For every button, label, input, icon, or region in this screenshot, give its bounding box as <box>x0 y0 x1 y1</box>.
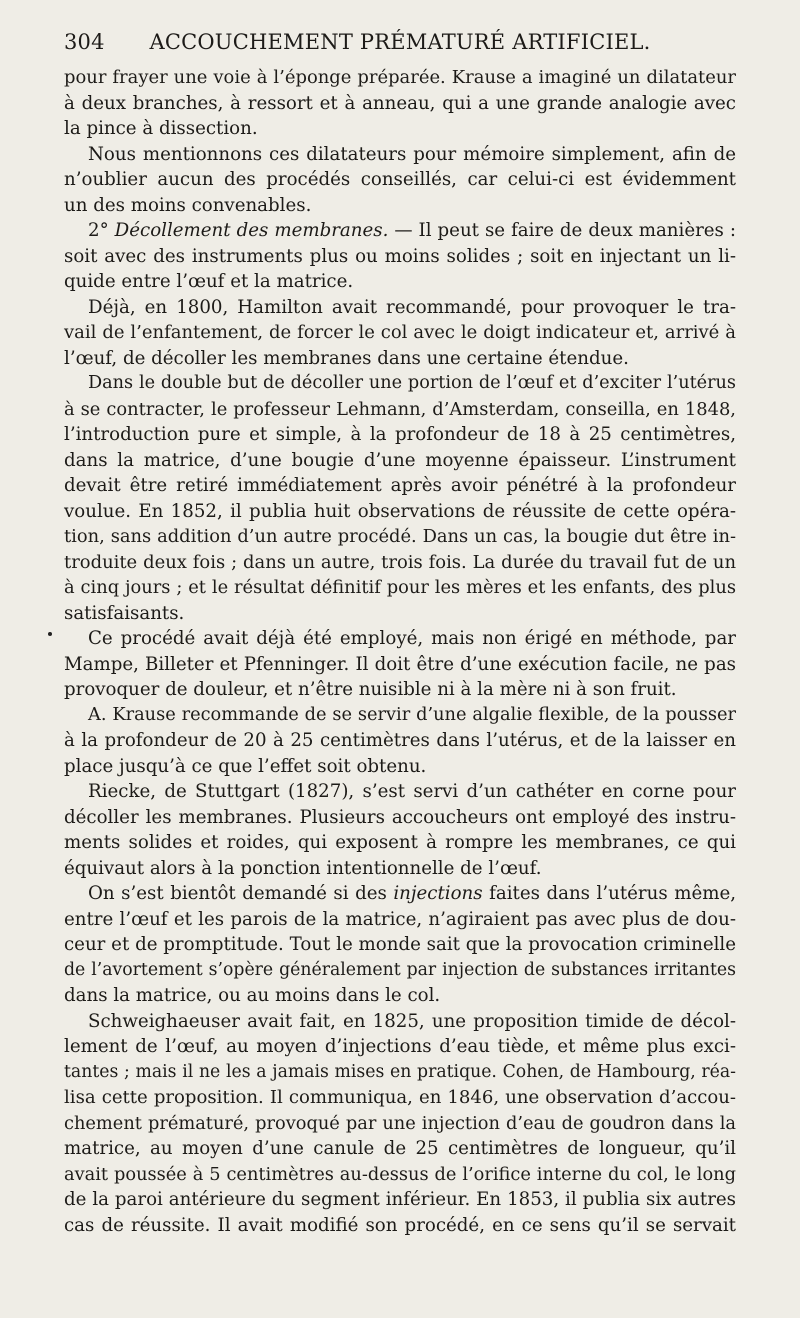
text-line: cas de réussite. Il avait modifié son procédé, en ce sens qu’il se servait <box>64 1214 736 1236</box>
text-line: troduite deux fois ; dans un autre, trois fois. La durée du travail fut de un <box>64 551 736 573</box>
text-line: de l’avortement s’opère généralement par injection de substances irritantes <box>64 959 736 980</box>
text-line: Dans le double but de décoller une portion de l’œuf et d’exciter l’utérus <box>88 373 736 393</box>
page-body-text <box>64 65 736 1238</box>
text-line: tion, sans addition d’un autre procédé. Dans un cas, la bougie dut être in- <box>64 526 736 547</box>
text-line: vail de l’enfantement, de forcer le col avec le doigt indicateur et, arrivé à <box>64 322 736 343</box>
text-line <box>64 218 736 244</box>
margin-speck <box>48 632 52 636</box>
text-line: Déjà, en 1800, Hamilton avait recommandé, pour provoquer le tra- <box>88 296 736 318</box>
text-line: décoller les membranes. Plusieurs accoucheurs ont employé des instru- <box>64 806 736 828</box>
text-line: Schweighaeuser avait fait, en 1825, une proposition timide de décol- <box>88 1010 736 1032</box>
italic-text: injections <box>393 883 483 904</box>
text-line: provoquer de douleur, et n’être nuisible ni à la mère ni à son fruit. <box>64 679 677 700</box>
text-line: lement de l’œuf, au moyen d’injections d’eau tiède, et même plus exci- <box>64 1036 736 1057</box>
text-line: dans la matrice, ou au moins dans le col. <box>64 985 441 1006</box>
text-line: à cinq jours ; et le résultat définitif pour les mères et les enfants, des plus <box>64 577 736 598</box>
text-line: de la paroi antérieure du segment inférieur. En 1853, il publia six autres <box>64 1189 736 1210</box>
text-line: à se contracter, le professeur Lehmann, d’Amsterdam, conseilla, en 1848, <box>64 398 736 420</box>
text-line: place jusqu’à ce que l’effet soit obtenu. <box>64 755 427 777</box>
text-line: à la profondeur de 20 à 25 centimètres dans l’utérus, et de la laisser en <box>64 730 736 751</box>
text-line: A. Krause recommande de se servir d’une algalie flexible, de la pousser <box>88 704 736 725</box>
text-line: tantes ; mais il ne les a jamais mises en pratique. Cohen, de Hambourg, réa- <box>64 1061 736 1082</box>
text-segment: 2° <box>88 220 115 241</box>
text-line: équivaut alors à la ponction intentionnelle de l’œuf. <box>64 857 542 879</box>
text-line: Riecke, de Stuttgart (1827), s’est servi d’un cathéter en corne pour <box>88 781 736 802</box>
text-line: un des moins convenables. <box>64 194 312 216</box>
text-line: la pince à dissection. <box>64 118 258 139</box>
text-line: Ce procédé avait déjà été employé, mais non érigé en méthode, par <box>88 628 736 649</box>
text-segment: faites dans l’utérus même, <box>482 883 736 904</box>
text-line: matrice, au moyen d’une canule de 25 centimètres de longueur, qu’il <box>64 1138 736 1159</box>
text-line: Nous mentionnons ces dilatateurs pour mémoire simplement, afin de <box>88 143 736 165</box>
text-line: pour frayer une voie à l’éponge préparée. Krause a imaginé un dilatateur <box>64 67 736 88</box>
text-line: soit avec des instruments plus ou moins solides ; soit en injectant un li- <box>64 245 736 267</box>
text-line: à deux branches, à ressort et à anneau, qui a une grande analogie avec <box>64 92 736 114</box>
text-line: satisfaisants. <box>64 602 185 624</box>
text-line: ments solides et roides, qui exposent à rompre les membranes, ce qui <box>64 832 736 853</box>
page-header <box>64 30 736 60</box>
text-line: devait être retiré immédiatement après avoir pénétré à la profondeur <box>64 475 736 496</box>
page-number: 304 <box>64 30 105 54</box>
text-line: l’introduction pure et simple, à la profondeur de 18 à 25 centimètres, <box>64 424 736 445</box>
text-segment: — Il peut se faire de deux manières : <box>388 220 736 241</box>
text-line: chement prématuré, provoqué par une injection d’eau de goudron dans la <box>64 1112 736 1134</box>
text-line: lisa cette proposition. Il communiqua, en 1846, une observation d’accou- <box>64 1087 736 1108</box>
text-line: quide entre l’œuf et la matrice. <box>64 271 354 292</box>
text-line: n’oublier aucun des procédés conseillés, car celui-ci est évidemment <box>64 169 736 190</box>
text-line: voulue. En 1852, il publia huit observations de réussite de cette opéra- <box>64 500 736 522</box>
text-segment: On s’est bientôt demandé si des <box>88 883 394 904</box>
italic-text: Décollement des membranes. <box>114 220 389 241</box>
text-line: l’œuf, de décoller les membranes dans une certaine étendue. <box>64 347 629 369</box>
text-line: Mampe, Billeter et Pfenninger. Il doit être d’une exécution facile, ne pas <box>64 653 736 675</box>
text-line: entre l’œuf et les parois de la matrice, n’agiraient pas avec plus de dou- <box>64 908 736 930</box>
running-title: ACCOUCHEMENT PRÉMATURÉ ARTIFICIEL. <box>149 30 651 54</box>
text-line: avait poussée à 5 centimètres au-dessus de l’orifice interne du col, le long <box>64 1163 736 1185</box>
text-line: dans la matrice, d’une bougie d’une moyenne épaisseur. L’instrument <box>64 449 736 471</box>
text-line <box>64 881 736 907</box>
text-line: ceur et de promptitude. Tout le monde sait que la provocation criminelle <box>64 934 736 955</box>
